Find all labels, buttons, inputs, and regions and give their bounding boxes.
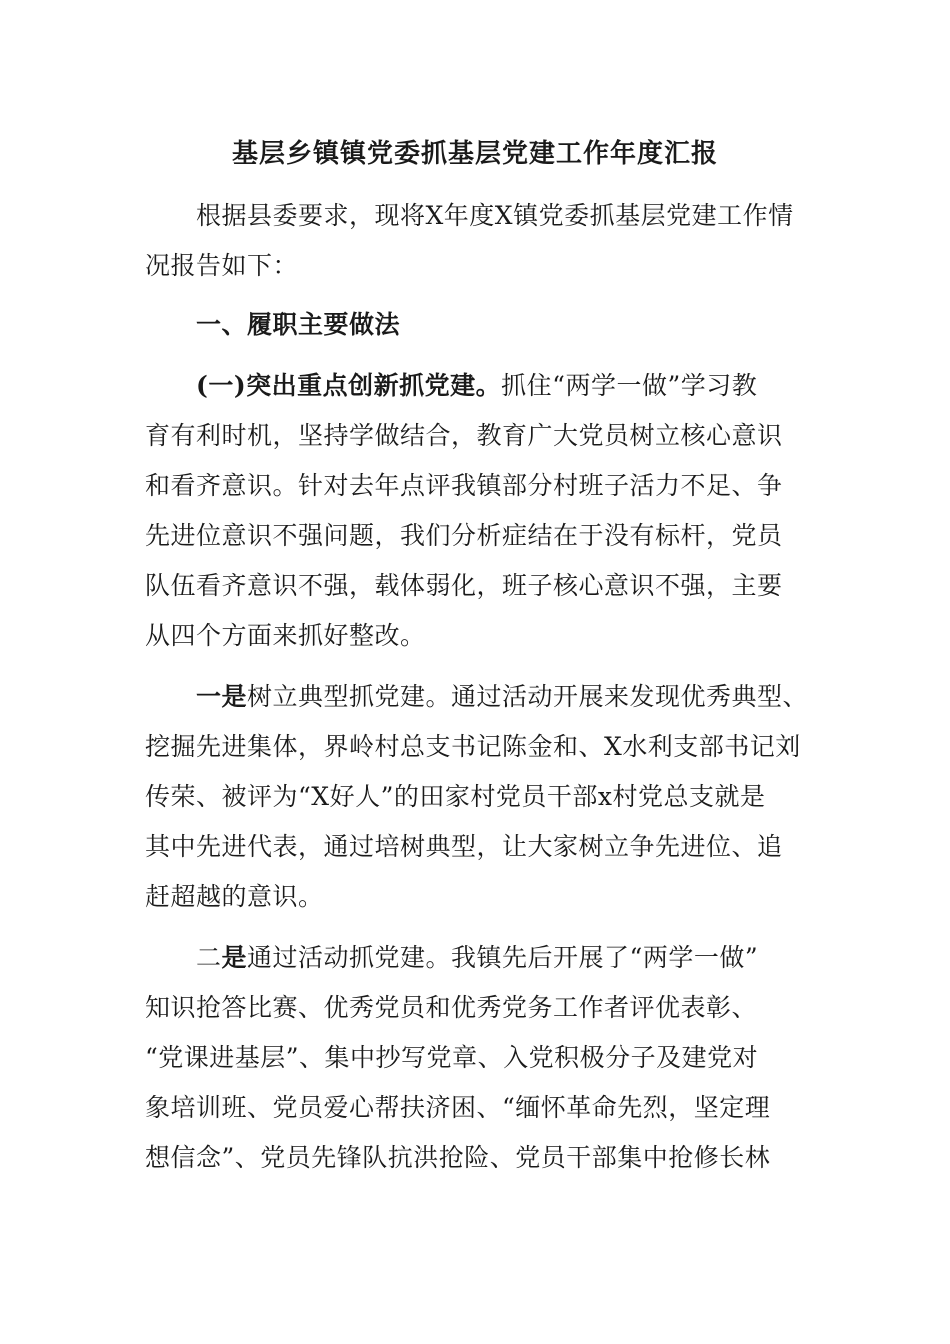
intro-line-2: 况报告如下： xyxy=(145,251,299,280)
para2-line-1 xyxy=(196,677,808,717)
para2-line-5: 赶超越的意识。 xyxy=(145,882,324,911)
document-title: 基层乡镇镇党委抓基层党建工作年度汇报 xyxy=(231,139,718,169)
para1-line-1 xyxy=(196,366,757,406)
para2-line-2: 挖掘先进集体，界岭村总支书记陈金和、X水利支部书记刘 xyxy=(145,732,801,761)
para2-line-3: 传荣、被评为“X好人”的田家村党员干部x村党总支就是 xyxy=(145,782,766,811)
para2-line-1-text: 树立典型抓党建。通过活动开展来发现优秀典型、 xyxy=(247,682,809,711)
para3-lead-plain: 二 xyxy=(196,943,222,972)
para3-line-1 xyxy=(196,938,758,978)
para1-lead: (一)突出重点创新抓党建。 xyxy=(196,371,502,400)
section-heading-1: 一、履职主要做法 xyxy=(196,310,401,339)
para1-line-2: 育有利时机，坚持学做结合，教育广大党员树立核心意识 xyxy=(145,421,783,450)
para1-line-1-text: 抓住“两学一做”学习教 xyxy=(501,371,758,400)
intro-line-1: 根据县委要求，现将X年度X镇党委抓基层党建工作情 xyxy=(196,201,794,230)
para3-line-1-text: 通过活动抓党建。我镇先后开展了“两学一做” xyxy=(247,943,759,972)
para1-line-6: 从四个方面来抓好整改。 xyxy=(145,621,426,650)
para1-line-5: 队伍看齐意识不强，载体弱化，班子核心意识不强，主要 xyxy=(145,571,783,600)
para3-line-4: 象培训班、党员爱心帮扶济困、“缅怀革命先烈，坚定理 xyxy=(145,1093,771,1122)
para2-lead: 一是 xyxy=(196,682,248,711)
para1-line-3: 和看齐意识。针对去年点评我镇部分村班子活力不足、争 xyxy=(145,471,783,500)
para3-line-2: 知识抢答比赛、优秀党员和优秀党务工作者评优表彰、 xyxy=(145,993,758,1022)
para2-line-4: 其中先进代表，通过培树典型，让大家树立争先进位、追 xyxy=(145,832,783,861)
para3-lead: 是 xyxy=(221,943,248,972)
para1-line-4: 先进位意识不强问题，我们分析症结在于没有标杆，党员 xyxy=(145,521,783,550)
para3-line-5: 想信念”、党员先锋队抗洪抢险、党员干部集中抢修长林 xyxy=(145,1143,771,1172)
para3-line-3: “党课进基层”、集中抄写党章、入党积极分子及建党对 xyxy=(145,1043,759,1072)
